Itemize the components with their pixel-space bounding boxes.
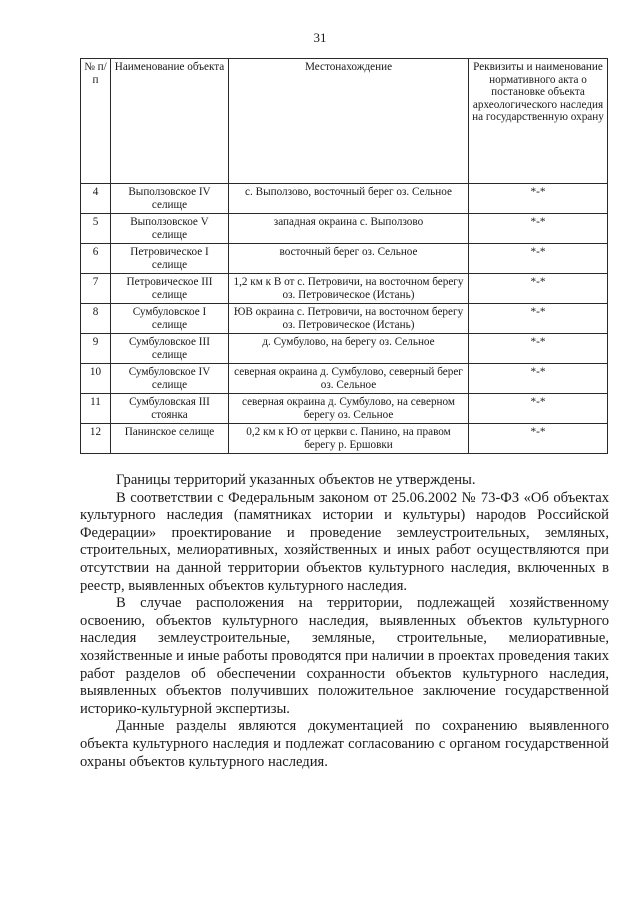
table-row <box>81 424 608 454</box>
cell-requisites: *-* <box>469 394 608 424</box>
cell-requisites: *-* <box>469 304 608 334</box>
cell-name: Выползовское V селище <box>111 214 229 244</box>
cell-location: восточный берег оз. Сельное <box>229 244 469 274</box>
archaeological-sites-table <box>80 58 608 454</box>
table-header-row <box>81 59 608 184</box>
cell-num: 6 <box>81 244 111 274</box>
paragraph-approval: Данные разделы являются документацией по сохранению выявленного объекта культурного наследия и подлежат согласованию с органом государственной охраны объектов культурного наследия. <box>80 718 609 770</box>
cell-requisites: *-* <box>469 244 608 274</box>
page-number: 31 <box>313 30 327 45</box>
cell-name: Петровическое III селище <box>111 274 229 304</box>
cell-name: Сумбуловское III селище <box>111 334 229 364</box>
header-name: Наименование объекта <box>111 59 229 184</box>
table-row <box>81 334 608 364</box>
table-row <box>81 184 608 214</box>
table-row <box>81 214 608 244</box>
table-row <box>81 274 608 304</box>
cell-num: 12 <box>81 424 111 454</box>
cell-requisites: *-* <box>469 274 608 304</box>
cell-num: 11 <box>81 394 111 424</box>
cell-num: 9 <box>81 334 111 364</box>
cell-location: с. Выползово, восточный берег оз. Сельное <box>229 184 469 214</box>
cell-requisites: *-* <box>469 364 608 394</box>
header-num: № п/п <box>81 59 111 184</box>
table-row <box>81 244 608 274</box>
cell-location: ЮВ окраина с. Петровичи, на восточном берегу оз. Петровическое (Истань) <box>229 304 469 334</box>
paragraph-economic-development: В случае расположения на территории, подлежащей хозяйственному освоению, объектов культурного наследия, выявленных объектов культурного наследия землеустроительные, земляные, строительные, мелиоративные, хозяйственные и иные работы проводятся при наличии в проектах проведения таких работ разделов об обеспечении сохранности объектов культурного наследия, выявленных объектов получивших положительное заключение государственной историко-культурной экспертизы. <box>80 595 609 717</box>
table-row <box>81 394 608 424</box>
cell-requisites: *-* <box>469 424 608 454</box>
cell-location: западная окраина с. Выползово <box>229 214 469 244</box>
paragraph-federal-law: В соответствии с Федеральным законом от 25.06.2002 № 73-ФЗ «Об объектах культурного наследия (памятниках истории и культуры) народов Российской Федерации» проектирование и проведение землеустроительных, земляных, строительных, мелиоративных, хозяйственных и иных работ осуществляются при отсутствии на данной территории объектов культурного наследия, включенных в реестр, выявленных объектов культурного наследия. <box>80 489 609 594</box>
cell-num: 5 <box>81 214 111 244</box>
cell-location: д. Сумбулово, на берегу оз. Сельное <box>229 334 469 364</box>
cell-location: северная окраина д. Сумбулово, северный берег оз. Сельное <box>229 364 469 394</box>
cell-name: Выползовское IV селище <box>111 184 229 214</box>
table-row <box>81 304 608 334</box>
cell-num: 4 <box>81 184 111 214</box>
cell-location: северная окраина д. Сумбулово, на северном берегу оз. Сельное <box>229 394 469 424</box>
table-row <box>81 364 608 394</box>
cell-num: 8 <box>81 304 111 334</box>
body-text <box>80 472 609 771</box>
cell-num: 10 <box>81 364 111 394</box>
header-location: Местонахождение <box>229 59 469 184</box>
cell-num: 7 <box>81 274 111 304</box>
cell-location: 1,2 км к В от с. Петровичи, на восточном берегу оз. Петровическое (Истань) <box>229 274 469 304</box>
paragraph-boundaries-note: Границы территорий указанных объектов не утверждены. <box>116 472 476 488</box>
cell-name: Сумбуловское I селище <box>111 304 229 334</box>
cell-location: 0,2 км к Ю от церкви с. Панино, на правом берегу р. Ершовки <box>229 424 469 454</box>
cell-name: Панинское селище <box>111 424 229 454</box>
cell-requisites: *-* <box>469 334 608 364</box>
cell-requisites: *-* <box>469 184 608 214</box>
cell-name: Сумбуловское IV селище <box>111 364 229 394</box>
cell-name: Сумбуловская III стоянка <box>111 394 229 424</box>
cell-name: Петровическое I селище <box>111 244 229 274</box>
header-requisites: Реквизиты и наименование нормативного акта о постановке объекта археологического наследия на государственную охрану <box>469 59 608 184</box>
cell-requisites: *-* <box>469 214 608 244</box>
